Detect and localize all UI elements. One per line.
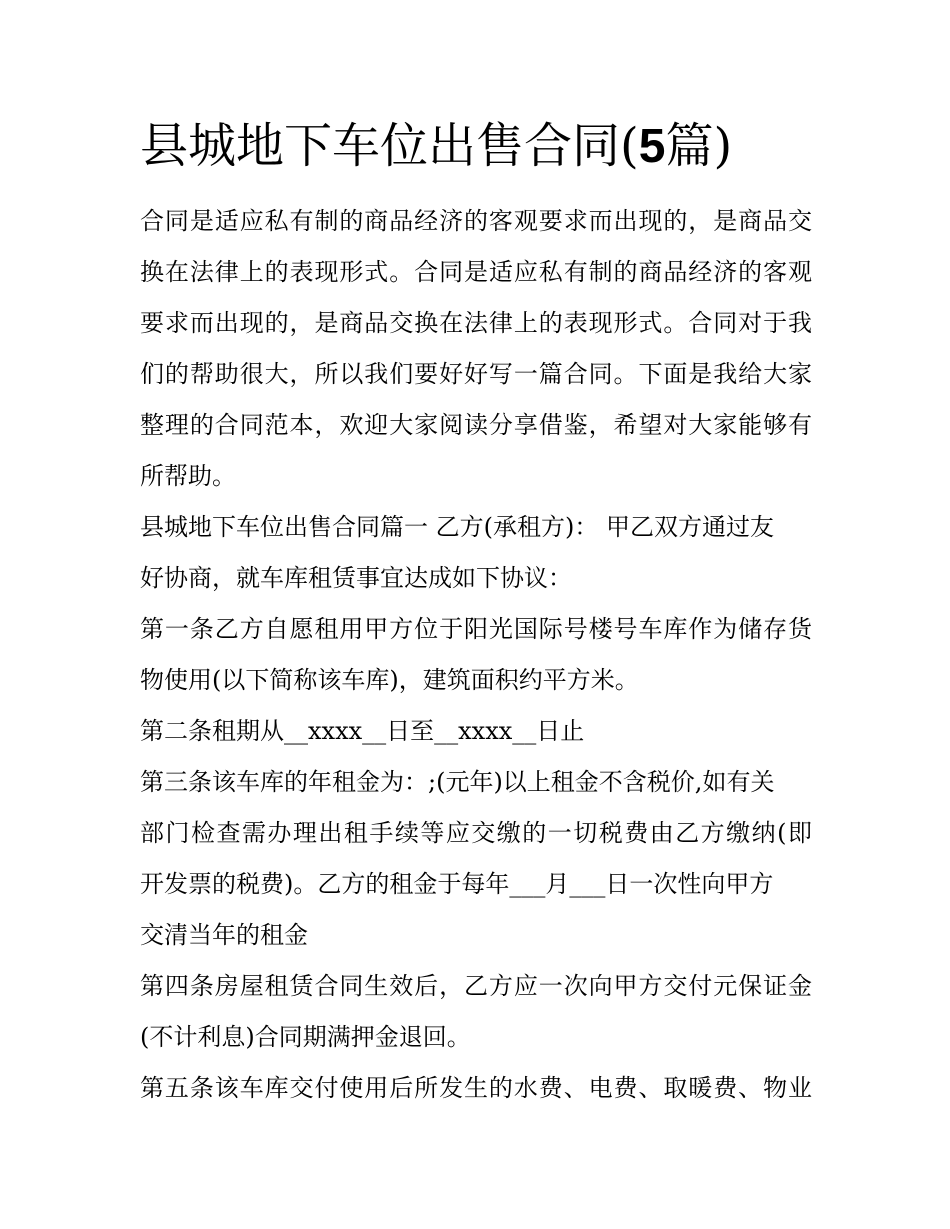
body-line: 要求而出现的，是商品交换在法律上的表现形式。合同对于我 (140, 309, 812, 337)
body-line: 第五条该车库交付使用后所发生的水费、电费、取暖费、物业 (140, 1074, 812, 1102)
body-line: 换在法律上的表现形式。合同是适应私有制的商品经济的客观 (140, 258, 812, 286)
body-line: 第三条该车库的年租金为：;(元年)以上租金不含税价,如有关 (140, 768, 775, 796)
body-line: 第二条租期从__xxxx__日至__xxxx__日止 (140, 717, 585, 745)
body-line: 交清当年的租金 (140, 921, 308, 949)
title-number: 5 (638, 120, 666, 173)
body-line: 合同是适应私有制的商品经济的客观要求而出现的，是商品交 (140, 207, 812, 235)
document-title (140, 114, 840, 179)
title-suffix: 篇) (665, 118, 733, 174)
body-line: 好协商，就车库租赁事宜达成如下协议： (140, 564, 572, 592)
body-line: 县城地下车位出售合同篇一 乙方(承租方)： 甲乙双方通过友 (140, 513, 774, 541)
document-body (140, 196, 812, 1114)
title-prefix: 县城地下车位出售合同( (140, 118, 639, 174)
body-line: 们的帮助很大，所以我们要好好写一篇合同。下面是我给大家 (140, 360, 812, 388)
body-line: 第四条房屋租赁合同生效后，乙方应一次向甲方交付元保证金 (140, 972, 812, 1000)
body-line: 部门检查需办理出租手续等应交缴的一切税费由乙方缴纳(即 (140, 819, 812, 847)
body-line: 开发票的税费)。乙方的租金于每年___月___日一次性向甲方 (140, 870, 774, 898)
body-line: 所帮助。 (140, 462, 236, 490)
body-line: 整理的合同范本，欢迎大家阅读分享借鉴，希望对大家能够有 (140, 411, 812, 439)
body-line: (不计利息)合同期满押金退回。 (140, 1023, 471, 1051)
body-line: 物使用(以下简称该车库)，建筑面积约平方米。 (140, 666, 639, 694)
body-line: 第一条乙方自愿租用甲方位于阳光国际号楼号车库作为储存货 (140, 615, 812, 643)
